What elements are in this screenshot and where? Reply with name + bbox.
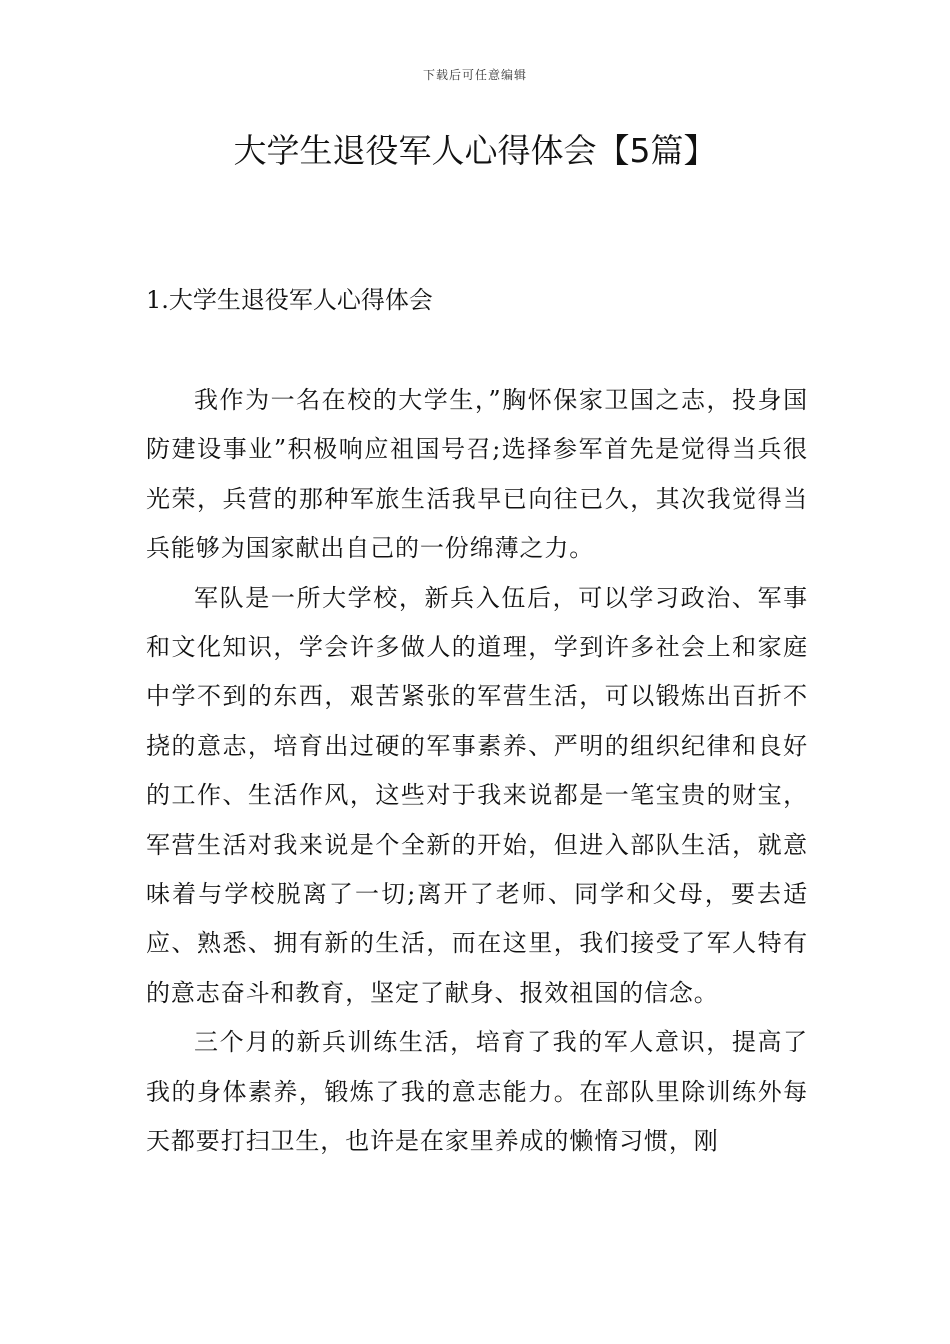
body-text <box>146 376 808 1167</box>
paragraph-2: 军队是一所大学校，新兵入伍后，可以学习政治、军事和文化知识，学会许多做人的道理，学到许多社会上和家庭中学不到的东西，艰苦紧张的军营生活，可以锻炼出百折不挠的意志，培育出过硬的军事素养、严明的组织纪律和良好的工作、生活作风，这些对于我来说都是一笔宝贵的财宝，军营生活对我来说是个全新的开始，但进入部队生活，就意味着与学校脱离了一切;离开了老师、同学和父母，要去适应、熟悉、拥有新的生活，而在这里，我们接受了军人特有的意志奋斗和教育，坚定了献身、报效祖国的信念。 <box>146 583 808 1007</box>
paragraph-1: 我作为一名在校的大学生，”胸怀保家卫国之志，投身国防建设事业”积极响应祖国号召;选择参军首先是觉得当兵很光荣，兵营的那种军旅生活我早已向往已久，其次我觉得当兵能够为国家献出自己的一份绵薄之力。 <box>146 386 808 563</box>
document-title: 大学生退役军人心得体会【5篇】 <box>233 131 717 170</box>
header-note: 下载后可任意编辑 <box>422 68 527 82</box>
paragraph-3: 三个月的新兵训练生活，培育了我的军人意识，提高了我的身体素养，锻炼了我的意志能力。在部队里除训练外每天都要打扫卫生，也许是在家里养成的懒惰习惯，刚 <box>146 1028 808 1156</box>
section-heading: 1.大学生退役军人心得体会 <box>146 286 433 314</box>
